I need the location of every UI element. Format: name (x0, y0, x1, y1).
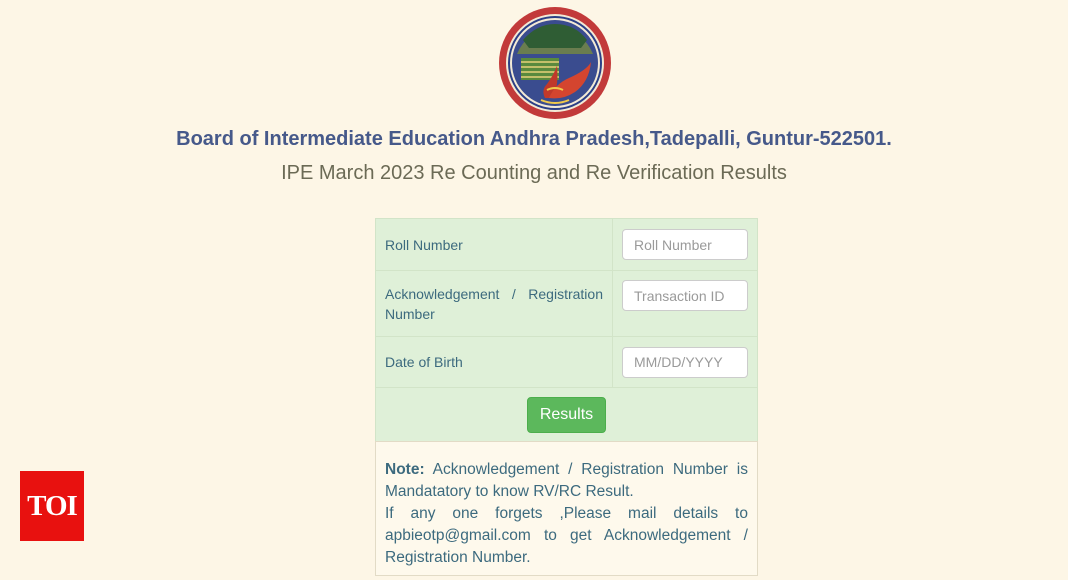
note-line-1: Acknowledgement / Registration Number is Mandatatory to know RV/RC Result. (385, 461, 749, 500)
transaction-id-input[interactable] (622, 280, 748, 311)
roll-number-label: Roll Number (376, 219, 613, 271)
page-title: IPE March 2023 Re Counting and Re Verification Results (281, 162, 787, 184)
toi-watermark-logo: TOI (20, 471, 84, 541)
board-emblem-logo (497, 6, 613, 120)
submit-row (376, 388, 758, 443)
note-prefix: Note: (385, 461, 425, 478)
acknowledgement-row (376, 271, 758, 337)
results-form (375, 218, 758, 443)
date-of-birth-row (376, 337, 758, 388)
acknowledgement-label (376, 271, 613, 337)
board-title: Board of Intermediate Education Andhra Pradesh,Tadepalli, Guntur-522501. (176, 128, 892, 150)
date-of-birth-input[interactable] (622, 347, 748, 378)
results-button[interactable]: Results (527, 397, 606, 433)
roll-number-input[interactable] (622, 229, 748, 260)
acknowledgement-label-line1: Acknowledgement / Registration (385, 285, 603, 302)
acknowledgement-label-line2: Number (385, 305, 435, 322)
date-of-birth-label: Date of Birth (376, 337, 613, 388)
note-box (375, 441, 758, 576)
note-line-2: If any one forgets ,Please mail details to apbieotp@gmail.com to get Acknowledgement / Registration Number. (385, 505, 748, 566)
roll-number-row (376, 219, 758, 271)
